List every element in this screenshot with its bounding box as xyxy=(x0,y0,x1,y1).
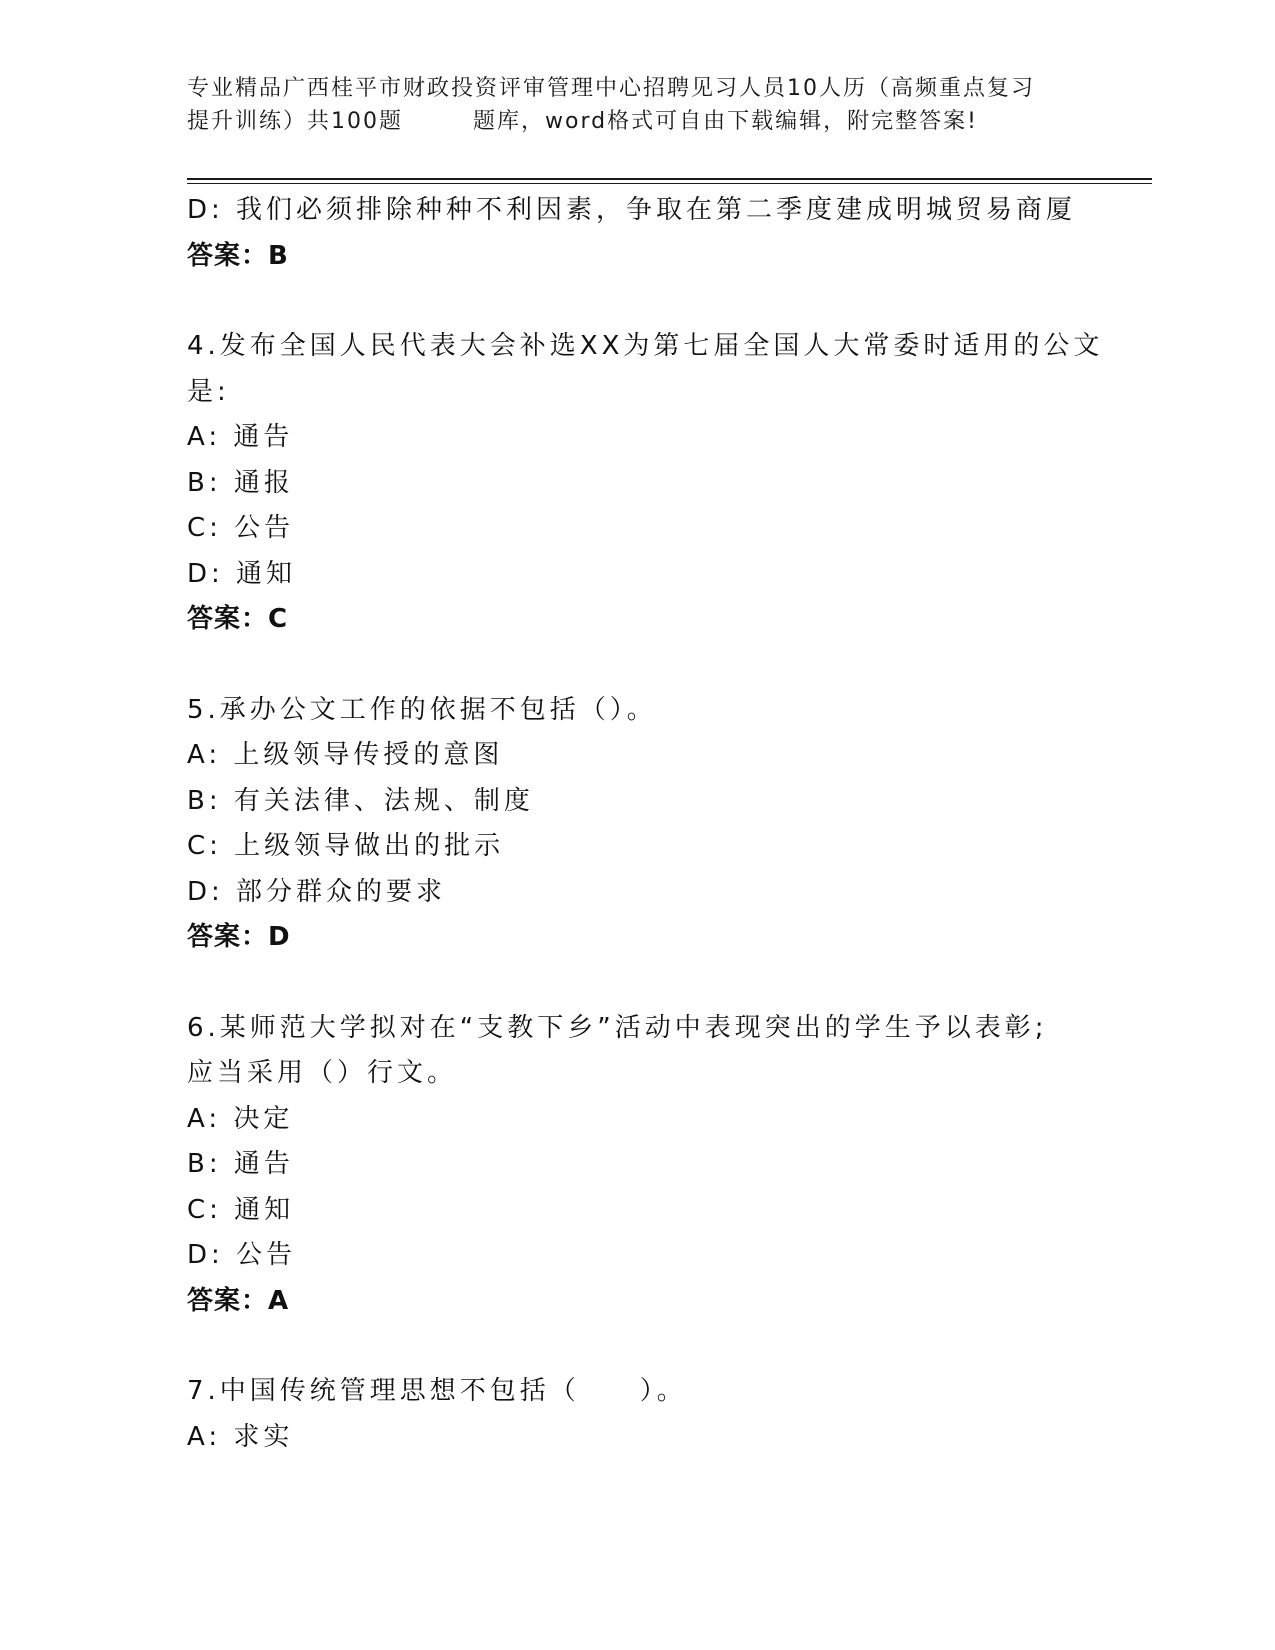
question-6 xyxy=(187,1006,1117,1325)
question-6-stem-line-1: 6.某师范大学拟对在“支教下乡”活动中表现突出的学生予以表彰; xyxy=(187,1012,1048,1043)
question-4-stem-line-1: 4.发布全国人民代表大会补选XX为第七届全国人大常委时适用的公文 xyxy=(187,331,1104,361)
question-4-option-b: B: 通报 xyxy=(187,467,294,498)
question-5-option-b: B: 有关法律、法规、制度 xyxy=(187,785,534,816)
question-list xyxy=(187,188,1117,1460)
spacer xyxy=(187,961,1117,1006)
question-6-option-d: D: 公告 xyxy=(187,1240,297,1270)
question-6-option-a: A: 决定 xyxy=(187,1103,294,1134)
question-5-option-a: A: 上级领导传授的意图 xyxy=(187,740,504,770)
question-5-option-d: D: 部分群众的要求 xyxy=(187,876,447,907)
question-4-option-c: C: 公告 xyxy=(187,513,295,543)
question-6-answer: 答案：A xyxy=(187,1285,290,1316)
question-4-option-a: A: 通告 xyxy=(187,422,294,452)
question-5 xyxy=(187,688,1117,961)
header-divider-thick xyxy=(187,178,1152,180)
header-line-2-part-1: 提升训练）共100题 xyxy=(187,109,403,134)
spacer xyxy=(187,643,1117,688)
question-4 xyxy=(187,324,1117,643)
document-header xyxy=(187,72,1087,138)
question-7-option-a: A: 求实 xyxy=(187,1421,294,1452)
question-7-stem: 7.中国传统管理思想不包括（ ）。 xyxy=(187,1376,687,1406)
question-6-option-b: B: 通告 xyxy=(187,1149,294,1179)
question-5-option-c: C: 上级领导做出的批示 xyxy=(187,831,505,861)
question-4-option-d: D: 通知 xyxy=(187,558,297,589)
header-divider-thin xyxy=(187,183,1152,184)
spacer xyxy=(187,1324,1117,1369)
header-line-2-part-2: 题库，word格式可自由下载编辑，附完整答案! xyxy=(473,109,978,134)
question-5-stem: 5.承办公文工作的依据不包括（）。 xyxy=(187,694,657,725)
question-6-stem-line-2: 应当采用（）行文。 xyxy=(187,1058,458,1088)
question-4-stem-line-2: 是: xyxy=(187,376,230,407)
question-7 xyxy=(187,1369,1117,1460)
spacer xyxy=(187,279,1117,324)
header-line-1: 专业精品广西桂平市财政投资评审管理中心招聘见习人员10人历（高频重点复习 xyxy=(187,76,1035,101)
question-6-option-c: C: 通知 xyxy=(187,1194,295,1225)
question-5-answer: 答案：D xyxy=(187,922,291,952)
header-line-2 xyxy=(187,105,1087,138)
question-3-option-d: D: 我们必须排除种种不利因素，争取在第二季度建成明城贸易商厦 xyxy=(187,195,1077,225)
question-4-answer: 答案：C xyxy=(187,604,289,634)
question-3-answer: 答案：B xyxy=(187,240,289,271)
